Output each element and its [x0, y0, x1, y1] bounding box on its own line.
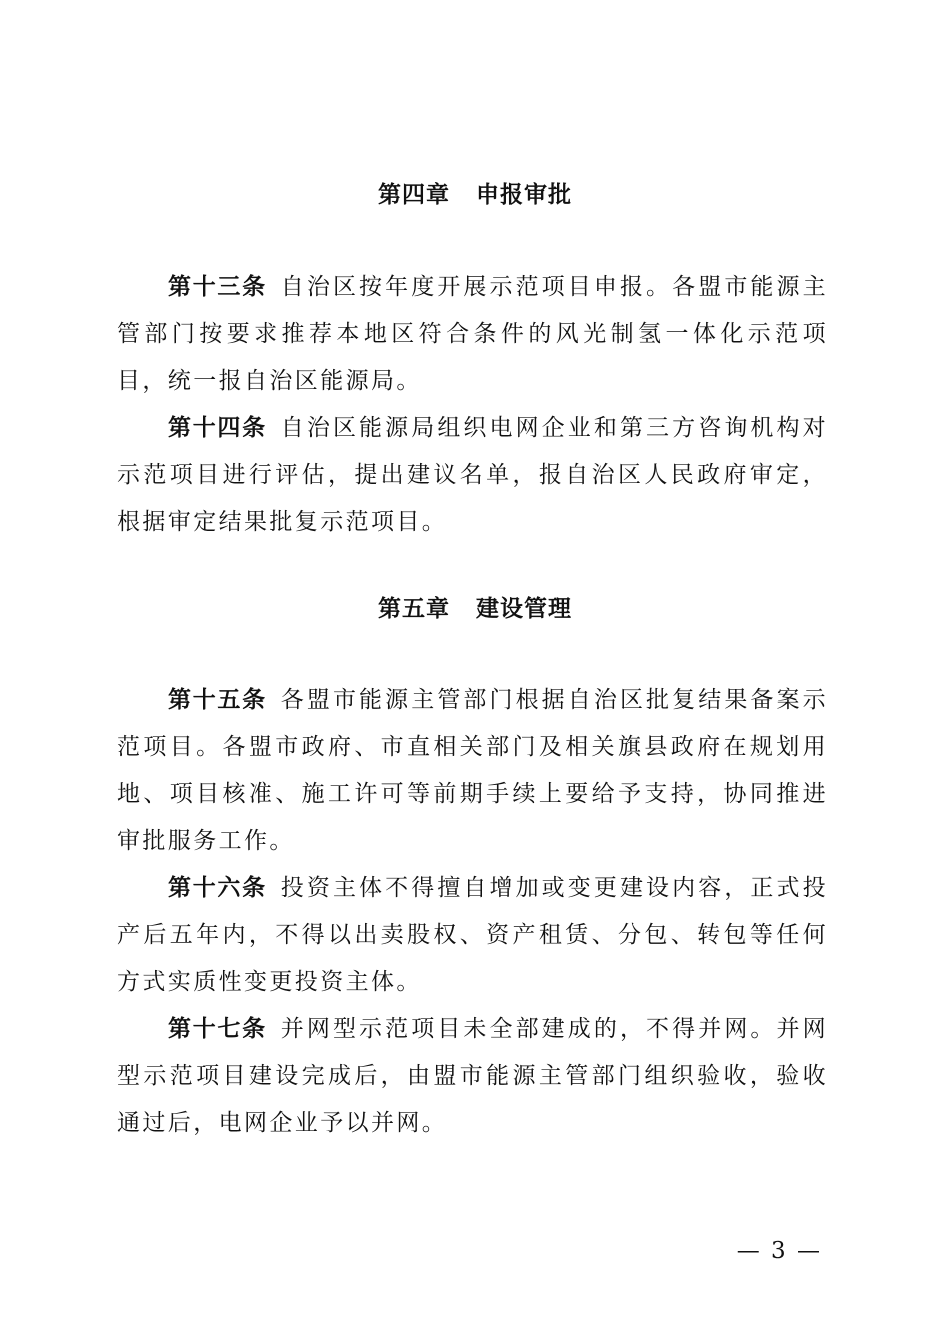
chapter-heading-5	[0, 594, 950, 624]
chapter-title: 申报审批	[476, 182, 572, 208]
article-label: 第十五条	[168, 687, 267, 713]
article-13	[117, 264, 828, 405]
chapter-number: 第四章	[378, 182, 450, 208]
article-text: 各盟市能源主管部门根据自治区批复结果备案示范项目。各盟市政府、市直相关部门及相关旗县政府在规划用地、项目核准、施工许可等前期手续上要给予支持，协同推进审批服务工作。	[117, 687, 828, 854]
article-15	[117, 677, 828, 865]
article-17	[117, 1006, 828, 1147]
article-14	[117, 405, 828, 546]
article-16	[117, 865, 828, 1006]
article-text: 并网型示范项目未全部建成的，不得并网。并网型示范项目建设完成后，由盟市能源主管部门组织验收，验收通过后，电网企业予以并网。	[117, 1016, 828, 1136]
chapter-heading-4	[0, 180, 950, 210]
chapter-title: 建设管理	[476, 596, 572, 622]
article-label: 第十四条	[168, 415, 267, 441]
page-number: — 3 —	[736, 1238, 822, 1264]
article-label: 第十六条	[168, 875, 267, 901]
chapter-number: 第五章	[378, 596, 450, 622]
article-text: 自治区能源局组织电网企业和第三方咨询机构对示范项目进行评估，提出建议名单，报自治区人民政府审定，根据审定结果批复示范项目。	[117, 415, 828, 535]
article-label: 第十三条	[168, 274, 267, 300]
article-text: 投资主体不得擅自增加或变更建设内容，正式投产后五年内，不得以出卖股权、资产租赁、分包、转包等任何方式实质性变更投资主体。	[117, 875, 828, 995]
article-label: 第十七条	[168, 1016, 267, 1042]
article-text: 自治区按年度开展示范项目申报。各盟市能源主管部门按要求推荐本地区符合条件的风光制氢一体化示范项目，统一报自治区能源局。	[117, 274, 828, 394]
